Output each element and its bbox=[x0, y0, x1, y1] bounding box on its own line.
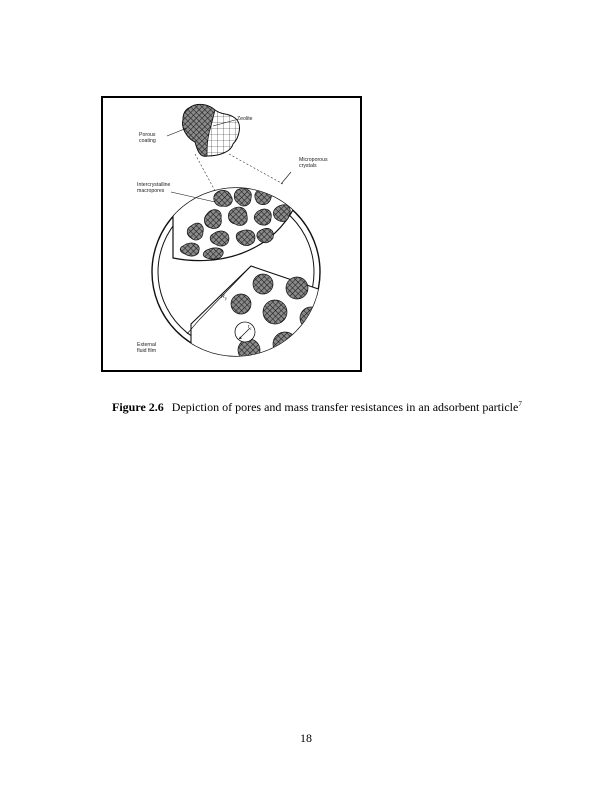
label-intercrystalline: Intercrystalline bbox=[137, 182, 171, 188]
reference-superscript: 7 bbox=[518, 400, 522, 408]
page-number: 18 bbox=[300, 731, 312, 745]
label-rp: $R_p$ bbox=[221, 294, 227, 301]
label-rc: $r_c$ bbox=[248, 324, 252, 331]
adsorbent-particle bbox=[152, 178, 333, 361]
label-coating: coating bbox=[139, 138, 156, 144]
label-external: External bbox=[137, 342, 157, 348]
label-porous: Porous bbox=[139, 132, 156, 138]
label-macropores: macropores bbox=[137, 188, 165, 194]
label-fluid-film: fluid film bbox=[137, 348, 157, 354]
zeolite-crystal bbox=[183, 104, 240, 156]
label-microporous: Microporous bbox=[299, 157, 328, 163]
adsorbent-particle-diagram bbox=[103, 98, 360, 370]
figure-caption bbox=[112, 400, 532, 415]
figure-2-6 bbox=[101, 96, 362, 372]
caption-text: Depiction of pores and mass transfer resistances in an adsorbent particle bbox=[171, 400, 519, 414]
label-crystals: crystals bbox=[299, 163, 317, 169]
figure-number: Figure 2.6 bbox=[112, 400, 164, 414]
label-zeolite: Zeolite bbox=[237, 116, 253, 122]
